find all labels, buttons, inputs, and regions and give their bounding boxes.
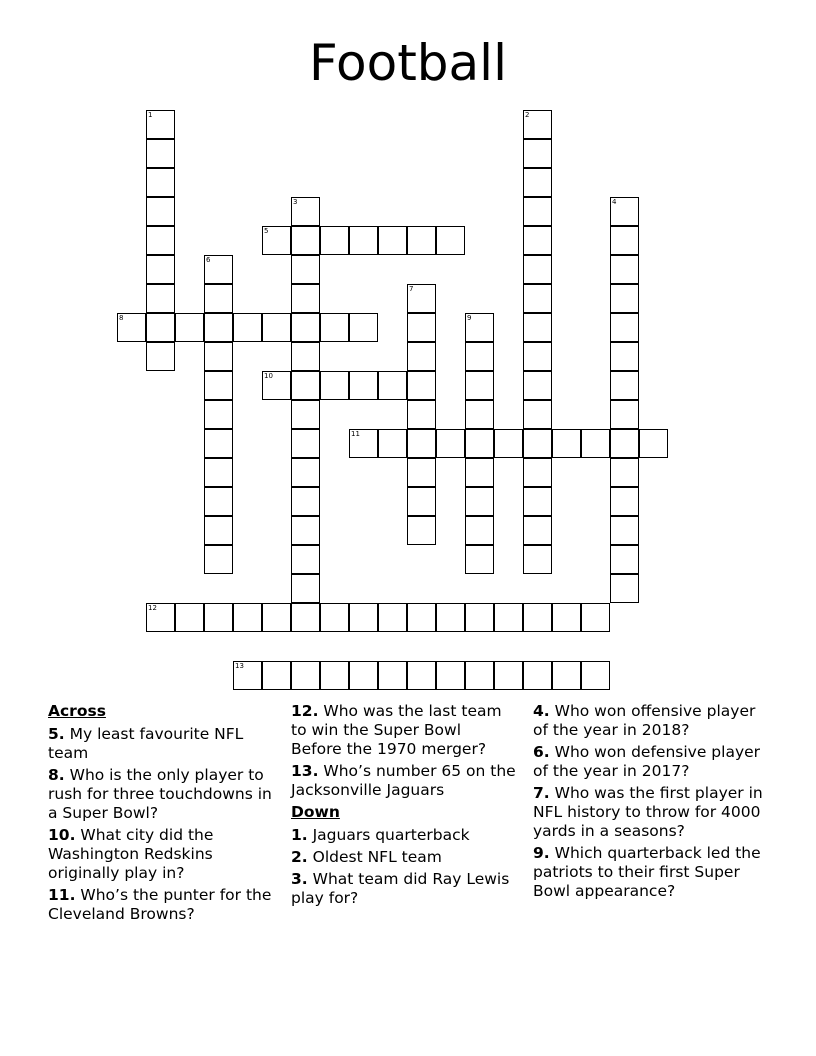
crossword-cell[interactable] bbox=[610, 371, 639, 400]
crossword-cell[interactable] bbox=[349, 313, 378, 342]
crossword-cell[interactable] bbox=[581, 661, 610, 690]
clue-number-label: 7 bbox=[409, 285, 414, 293]
crossword-cell[interactable] bbox=[204, 458, 233, 487]
crossword-cell[interactable] bbox=[204, 545, 233, 574]
clue-text: Who’s number 65 on the Jacksonville Jaguars bbox=[291, 762, 516, 799]
crossword-cell[interactable] bbox=[465, 603, 494, 632]
crossword-cell[interactable] bbox=[523, 226, 552, 255]
crossword-cell[interactable] bbox=[523, 197, 552, 226]
crossword-cell[interactable] bbox=[291, 342, 320, 371]
across-heading: Across bbox=[48, 702, 106, 720]
crossword-cell[interactable] bbox=[204, 603, 233, 632]
crossword-cell[interactable] bbox=[407, 226, 436, 255]
crossword-cell[interactable] bbox=[523, 603, 552, 632]
clue-number-label: 12 bbox=[148, 604, 157, 612]
crossword-cell[interactable] bbox=[320, 603, 349, 632]
crossword-cell[interactable] bbox=[465, 487, 494, 516]
clue-text: What city did the Washington Redskins originally play in? bbox=[48, 826, 214, 882]
crossword-cell[interactable] bbox=[204, 487, 233, 516]
crossword-cell[interactable] bbox=[175, 603, 204, 632]
clue-text: My least favourite NFL team bbox=[48, 725, 244, 762]
crossword-cell[interactable] bbox=[291, 545, 320, 574]
crossword-cell[interactable] bbox=[378, 226, 407, 255]
crossword-cell[interactable] bbox=[523, 313, 552, 342]
crossword-cell[interactable] bbox=[204, 342, 233, 371]
crossword-cell[interactable] bbox=[407, 661, 436, 690]
crossword-cell[interactable] bbox=[291, 313, 320, 342]
crossword-cell[interactable] bbox=[320, 313, 349, 342]
clue-item bbox=[291, 826, 516, 845]
crossword-cell[interactable] bbox=[523, 545, 552, 574]
crossword-cell[interactable] bbox=[146, 255, 175, 284]
crossword-cell[interactable] bbox=[262, 226, 291, 255]
crossword-cell[interactable] bbox=[407, 313, 436, 342]
crossword-cell[interactable] bbox=[291, 400, 320, 429]
clue-item bbox=[291, 702, 516, 759]
crossword-cell[interactable] bbox=[146, 139, 175, 168]
clue-item bbox=[291, 870, 516, 908]
crossword-cell[interactable] bbox=[407, 284, 436, 313]
clue-column-3 bbox=[533, 702, 773, 904]
crossword-cell[interactable] bbox=[233, 661, 262, 690]
clue-item bbox=[533, 743, 773, 781]
clue-number: 10. bbox=[48, 826, 76, 844]
crossword-cell[interactable] bbox=[204, 284, 233, 313]
clue-number: 4. bbox=[533, 702, 550, 720]
crossword-cell[interactable] bbox=[494, 603, 523, 632]
clue-number-label: 4 bbox=[612, 198, 617, 206]
clue-item bbox=[533, 844, 773, 901]
crossword-cell[interactable] bbox=[204, 516, 233, 545]
crossword-cell[interactable] bbox=[291, 255, 320, 284]
crossword-cell[interactable] bbox=[436, 226, 465, 255]
clue-text: Which quarterback led the patriots to their first Super Bowl appearance? bbox=[533, 844, 761, 900]
crossword-cell[interactable] bbox=[146, 342, 175, 371]
clue-column-2 bbox=[291, 702, 516, 911]
crossword-cell[interactable] bbox=[117, 313, 146, 342]
crossword-cell[interactable] bbox=[494, 661, 523, 690]
crossword-cell[interactable] bbox=[523, 110, 552, 139]
clue-number: 9. bbox=[533, 844, 550, 862]
crossword-cell[interactable] bbox=[262, 603, 291, 632]
crossword-cell[interactable] bbox=[552, 603, 581, 632]
clue-number: 1. bbox=[291, 826, 308, 844]
clue-item bbox=[48, 725, 278, 763]
clue-text: Who was the first player in NFL history to throw for 4000 yards in a seasons? bbox=[533, 784, 763, 840]
crossword-cell[interactable] bbox=[407, 342, 436, 371]
crossword-cell[interactable] bbox=[523, 458, 552, 487]
clue-list-across-1 bbox=[48, 725, 278, 924]
crossword-cell[interactable] bbox=[407, 516, 436, 545]
crossword-cell[interactable] bbox=[581, 429, 610, 458]
crossword-cell[interactable] bbox=[146, 197, 175, 226]
crossword-cell[interactable] bbox=[436, 661, 465, 690]
crossword-cell[interactable] bbox=[146, 284, 175, 313]
clue-text: Who was the last team to win the Super Bowl Before the 1970 merger? bbox=[291, 702, 502, 758]
crossword-cell[interactable] bbox=[291, 516, 320, 545]
crossword-cell[interactable] bbox=[291, 574, 320, 603]
crossword-cell[interactable] bbox=[146, 168, 175, 197]
crossword-cell[interactable] bbox=[581, 603, 610, 632]
clue-text: Who is the only player to rush for three touchdowns in a Super Bowl? bbox=[48, 766, 272, 822]
crossword-cell[interactable] bbox=[262, 661, 291, 690]
clue-item bbox=[48, 826, 278, 883]
clue-item bbox=[48, 886, 278, 924]
clue-number: 13. bbox=[291, 762, 319, 780]
crossword-cell[interactable] bbox=[465, 516, 494, 545]
crossword-cell[interactable] bbox=[610, 516, 639, 545]
clue-number-label: 1 bbox=[148, 111, 153, 119]
crossword-cell[interactable] bbox=[523, 661, 552, 690]
crossword-cell[interactable] bbox=[204, 371, 233, 400]
crossword-cell[interactable] bbox=[523, 429, 552, 458]
crossword-cell[interactable] bbox=[407, 603, 436, 632]
crossword-cell[interactable] bbox=[610, 429, 639, 458]
crossword-cell[interactable] bbox=[262, 313, 291, 342]
crossword-cell[interactable] bbox=[523, 168, 552, 197]
crossword-cell[interactable] bbox=[465, 342, 494, 371]
crossword-cell[interactable] bbox=[378, 429, 407, 458]
clue-column-1 bbox=[48, 702, 278, 927]
crossword-cell[interactable] bbox=[523, 255, 552, 284]
crossword-cell[interactable] bbox=[523, 139, 552, 168]
clue-number-label: 10 bbox=[264, 372, 273, 380]
crossword-cell[interactable] bbox=[204, 429, 233, 458]
clue-text: Who won offensive player of the year in 2018? bbox=[533, 702, 756, 739]
crossword-cell[interactable] bbox=[204, 313, 233, 342]
crossword-cell[interactable] bbox=[378, 661, 407, 690]
crossword-cell[interactable] bbox=[523, 284, 552, 313]
crossword-cell[interactable] bbox=[291, 429, 320, 458]
crossword-cell[interactable] bbox=[465, 458, 494, 487]
crossword-cell[interactable] bbox=[233, 603, 262, 632]
crossword-cell[interactable] bbox=[175, 313, 204, 342]
crossword-cell[interactable] bbox=[610, 226, 639, 255]
crossword-cell[interactable] bbox=[349, 226, 378, 255]
clue-number: 7. bbox=[533, 784, 550, 802]
crossword-cell[interactable] bbox=[407, 429, 436, 458]
crossword-cell[interactable] bbox=[407, 487, 436, 516]
clue-number-label: 3 bbox=[293, 198, 298, 206]
clue-text: Who’s the punter for the Cleveland Browns? bbox=[48, 886, 272, 923]
crossword-cell[interactable] bbox=[465, 429, 494, 458]
clue-text: What team did Ray Lewis play for? bbox=[291, 870, 510, 907]
clue-number: 2. bbox=[291, 848, 308, 866]
clue-number: 3. bbox=[291, 870, 308, 888]
crossword-cell[interactable] bbox=[262, 371, 291, 400]
crossword-cell[interactable] bbox=[291, 487, 320, 516]
clue-number-label: 9 bbox=[467, 314, 472, 322]
clue-item bbox=[291, 762, 516, 800]
crossword-cell[interactable] bbox=[407, 400, 436, 429]
crossword-cell[interactable] bbox=[465, 661, 494, 690]
crossword-cell[interactable] bbox=[291, 603, 320, 632]
clue-number: 8. bbox=[48, 766, 65, 784]
crossword-cell[interactable] bbox=[349, 603, 378, 632]
crossword-cell[interactable] bbox=[523, 516, 552, 545]
crossword-cell[interactable] bbox=[407, 371, 436, 400]
crossword-cell[interactable] bbox=[146, 313, 175, 342]
crossword-cell[interactable] bbox=[523, 342, 552, 371]
crossword-cell[interactable] bbox=[204, 400, 233, 429]
clue-text: Who won defensive player of the year in 2017? bbox=[533, 743, 761, 780]
crossword-cell[interactable] bbox=[610, 400, 639, 429]
crossword-cell[interactable] bbox=[291, 371, 320, 400]
clue-list-down-1 bbox=[291, 826, 516, 908]
crossword-cell[interactable] bbox=[349, 371, 378, 400]
crossword-cell[interactable] bbox=[610, 255, 639, 284]
crossword-cell[interactable] bbox=[610, 197, 639, 226]
crossword-cell[interactable] bbox=[610, 545, 639, 574]
crossword-cell[interactable] bbox=[552, 661, 581, 690]
clue-item bbox=[291, 848, 516, 867]
page-title: Football bbox=[309, 34, 507, 92]
clue-number: 6. bbox=[533, 743, 550, 761]
crossword-cell[interactable] bbox=[523, 371, 552, 400]
clue-number-label: 13 bbox=[235, 662, 244, 670]
crossword-cell[interactable] bbox=[610, 313, 639, 342]
crossword-cell[interactable] bbox=[436, 603, 465, 632]
clue-number-label: 11 bbox=[351, 430, 360, 438]
crossword-cell[interactable] bbox=[465, 371, 494, 400]
crossword-cell[interactable] bbox=[204, 255, 233, 284]
clue-number: 12. bbox=[291, 702, 319, 720]
crossword-cell[interactable] bbox=[291, 458, 320, 487]
clue-number-label: 8 bbox=[119, 314, 124, 322]
crossword-cell[interactable] bbox=[465, 313, 494, 342]
clue-text: Jaguars quarterback bbox=[307, 826, 470, 844]
down-heading: Down bbox=[291, 803, 340, 821]
crossword-cell[interactable] bbox=[233, 313, 262, 342]
clue-number: 11. bbox=[48, 886, 76, 904]
crossword-cell[interactable] bbox=[146, 110, 175, 139]
crossword-cell[interactable] bbox=[378, 371, 407, 400]
crossword-cell[interactable] bbox=[494, 429, 523, 458]
crossword-cell[interactable] bbox=[639, 429, 668, 458]
clue-item bbox=[533, 784, 773, 841]
clue-text: Oldest NFL team bbox=[307, 848, 442, 866]
clue-list-across-2 bbox=[291, 702, 516, 800]
clue-number-label: 2 bbox=[525, 111, 530, 119]
crossword-cell[interactable] bbox=[610, 284, 639, 313]
clue-item bbox=[533, 702, 773, 740]
crossword-cell[interactable] bbox=[523, 487, 552, 516]
clue-number-label: 5 bbox=[264, 227, 269, 235]
crossword-cell[interactable] bbox=[378, 603, 407, 632]
crossword-cell[interactable] bbox=[610, 458, 639, 487]
crossword-cell[interactable] bbox=[523, 400, 552, 429]
crossword-cell[interactable] bbox=[610, 574, 639, 603]
crossword-cell[interactable] bbox=[320, 226, 349, 255]
crossword-cell[interactable] bbox=[349, 429, 378, 458]
crossword-cell[interactable] bbox=[320, 371, 349, 400]
crossword-cell[interactable] bbox=[552, 429, 581, 458]
crossword-cell[interactable] bbox=[291, 661, 320, 690]
crossword-cell[interactable] bbox=[465, 545, 494, 574]
crossword-cell[interactable] bbox=[610, 487, 639, 516]
crossword-cell[interactable] bbox=[291, 284, 320, 313]
crossword-cell[interactable] bbox=[349, 661, 378, 690]
crossword-cell[interactable] bbox=[291, 226, 320, 255]
crossword-cell[interactable] bbox=[291, 197, 320, 226]
clue-number: 5. bbox=[48, 725, 65, 743]
crossword-cell[interactable] bbox=[146, 603, 175, 632]
crossword-cell[interactable] bbox=[320, 661, 349, 690]
crossword-cell[interactable] bbox=[436, 429, 465, 458]
clue-item bbox=[48, 766, 278, 823]
crossword-cell[interactable] bbox=[407, 458, 436, 487]
clue-list-down-2 bbox=[533, 702, 773, 901]
crossword-cell[interactable] bbox=[146, 226, 175, 255]
crossword-cell[interactable] bbox=[465, 400, 494, 429]
clue-number-label: 6 bbox=[206, 256, 211, 264]
crossword-cell[interactable] bbox=[610, 342, 639, 371]
